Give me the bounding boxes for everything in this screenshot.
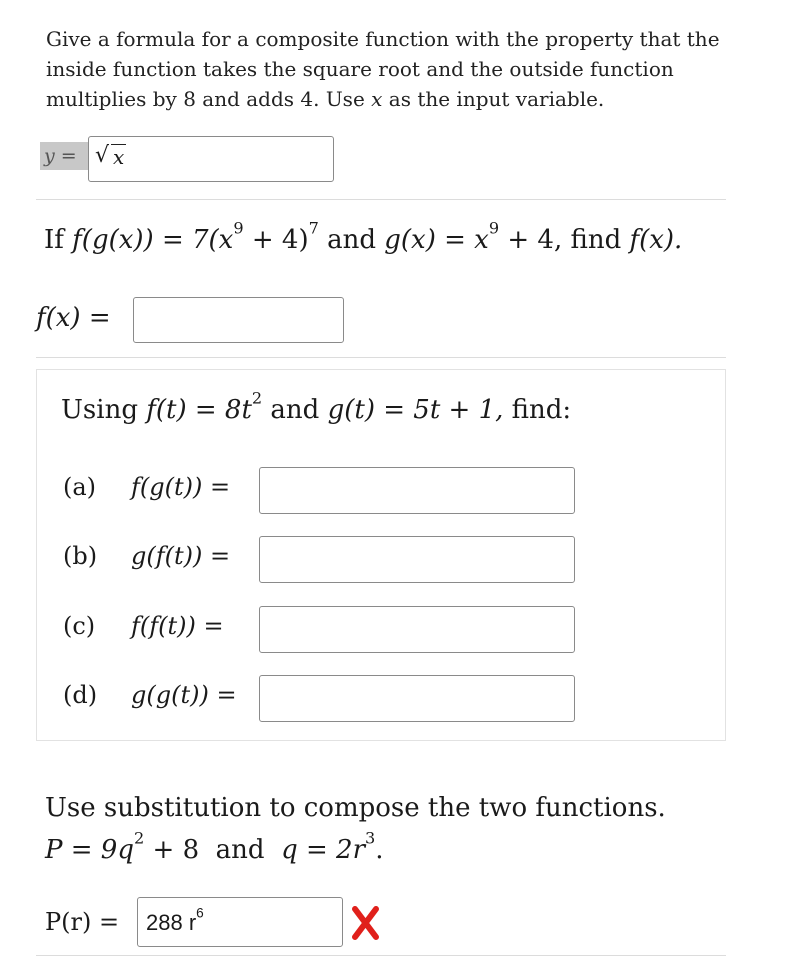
question-3-part-d: [37, 675, 725, 723]
question-1-prompt: Give a formula for a composite function with the property that the inside function takes the square root and the outside function multiplies by 8 and adds 4. Use x as the input variable.: [46, 27, 720, 111]
question-4-answer-label: P(r) =: [45, 908, 120, 936]
part-expression: g(g(t)) =: [131, 681, 237, 709]
question-2-answer-input[interactable]: [133, 297, 344, 343]
part-b-answer-input[interactable]: [259, 536, 575, 583]
question-1-answer-value: x: [113, 145, 125, 169]
question-1-answer-label: y =: [40, 142, 88, 170]
radical-symbol: √: [95, 143, 110, 168]
part-tag: (a): [63, 473, 97, 501]
question-4-answer-value: 288 $r^6$: [146, 905, 204, 935]
question-3-part-a: [37, 467, 725, 515]
question-2-answer-label: f(x) =: [36, 303, 111, 333]
question-2: [0, 200, 785, 358]
part-a-answer-input[interactable]: [259, 467, 575, 514]
part-tag: (b): [63, 542, 98, 570]
question-4-answer-input[interactable]: [137, 897, 343, 947]
question-1: [0, 0, 785, 200]
part-expression: g(f(t)) =: [131, 542, 231, 570]
divider: [36, 955, 726, 956]
question-3-panel: [36, 369, 726, 741]
question-2-prompt: If $f(g(x)) = 7(x^9 + 4)^7$ and $g(x) = x^9 + 4$, find f(x).: [44, 218, 683, 255]
question-3-part-b: [37, 536, 725, 584]
part-d-answer-input[interactable]: [259, 675, 575, 722]
part-expression: f(f(t)) =: [131, 612, 224, 640]
part-expression: f(g(t)) =: [131, 473, 231, 501]
part-c-answer-input[interactable]: [259, 606, 575, 653]
question-1-answer-input[interactable]: [88, 136, 334, 182]
part-tag: (d): [63, 681, 98, 709]
cross-mark-icon: [352, 906, 380, 940]
question-4-prompt: Use substitution to compose the two functions.: [45, 793, 666, 823]
part-tag: (c): [63, 612, 96, 640]
divider: [36, 357, 726, 358]
question-4-equations: $P = 9q^2 + 8$ and $q = 2r^3$.: [45, 828, 384, 865]
question-4: [0, 760, 785, 957]
question-3-part-c: [37, 606, 725, 654]
question-3-prompt: Using $f(t) = 8t^2$ and g(t) = 5t + 1, find:: [61, 388, 572, 425]
